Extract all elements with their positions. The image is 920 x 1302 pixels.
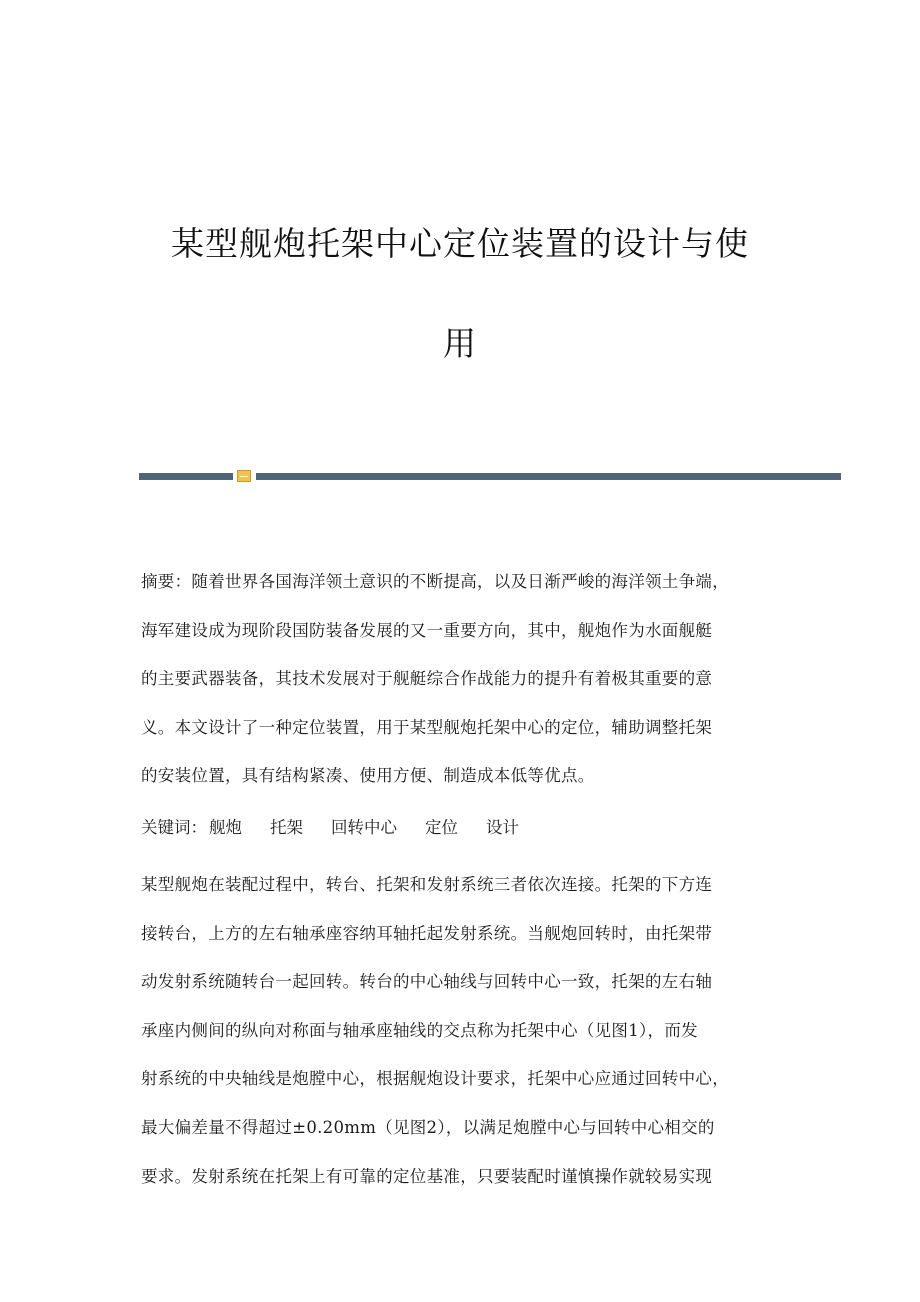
keyword-item: 定位 bbox=[425, 818, 458, 837]
divider-ornament-icon bbox=[237, 470, 251, 482]
keyword-item: 回转中心 bbox=[331, 818, 397, 837]
document-title-line-1: 某型舰炮托架中心定位装置的设计与使 bbox=[171, 224, 749, 263]
keywords-line bbox=[141, 806, 519, 850]
body-paragraph: 某型舰炮在装配过程中，转台、托架和发射系统三者依次连接。托架的下方连 接转台，上方的左右轴承座容纳耳轴托起发射系统。当舰炮回转时，由托架带 动发射系统随转台一起回转。转台的中心轴线与回转中心一致，托架的左右轴 承座内侧间的纵向对称面与轴承座轴线的交点称为托架中心（见图1），而发 射系统的中央轴线是炮膛中心，根据舰炮设计要求，托架中心应通过回转中心， 最大偏差量不得超过±0.20mm（见图2），以满足炮膛中心与回转中心相交的 要求。发射系统在托架上有可靠的定位基准，只要装配时谨慎操作就较易实现 bbox=[141, 875, 729, 1186]
divider-bar-right bbox=[256, 473, 841, 480]
keyword-item: 舰炮 bbox=[209, 818, 242, 837]
keyword-item: 托架 bbox=[270, 818, 303, 837]
keywords-label: 关键词： bbox=[141, 818, 207, 837]
document-title-line-2: 用 bbox=[443, 324, 477, 363]
title-divider bbox=[139, 470, 841, 482]
divider-bar-left bbox=[139, 473, 233, 480]
keyword-item: 设计 bbox=[486, 818, 519, 837]
abstract-paragraph: 摘要：随着世界各国海洋领土意识的不断提高，以及日渐严峻的海洋领土争端， 海军建设成为现阶段国防装备发展的又一重要方向，其中，舰炮作为水面舰艇 的主要武器装备，其技术发展对于舰艇综合作战能力的提升有着极其重要的意 义。本文设计了一种定位装置，用于某型舰炮托架中心的定位，辅助调整托架 的安装位置，具有结构紧凑、使用方便、制造成本低等优点。 bbox=[141, 572, 729, 786]
